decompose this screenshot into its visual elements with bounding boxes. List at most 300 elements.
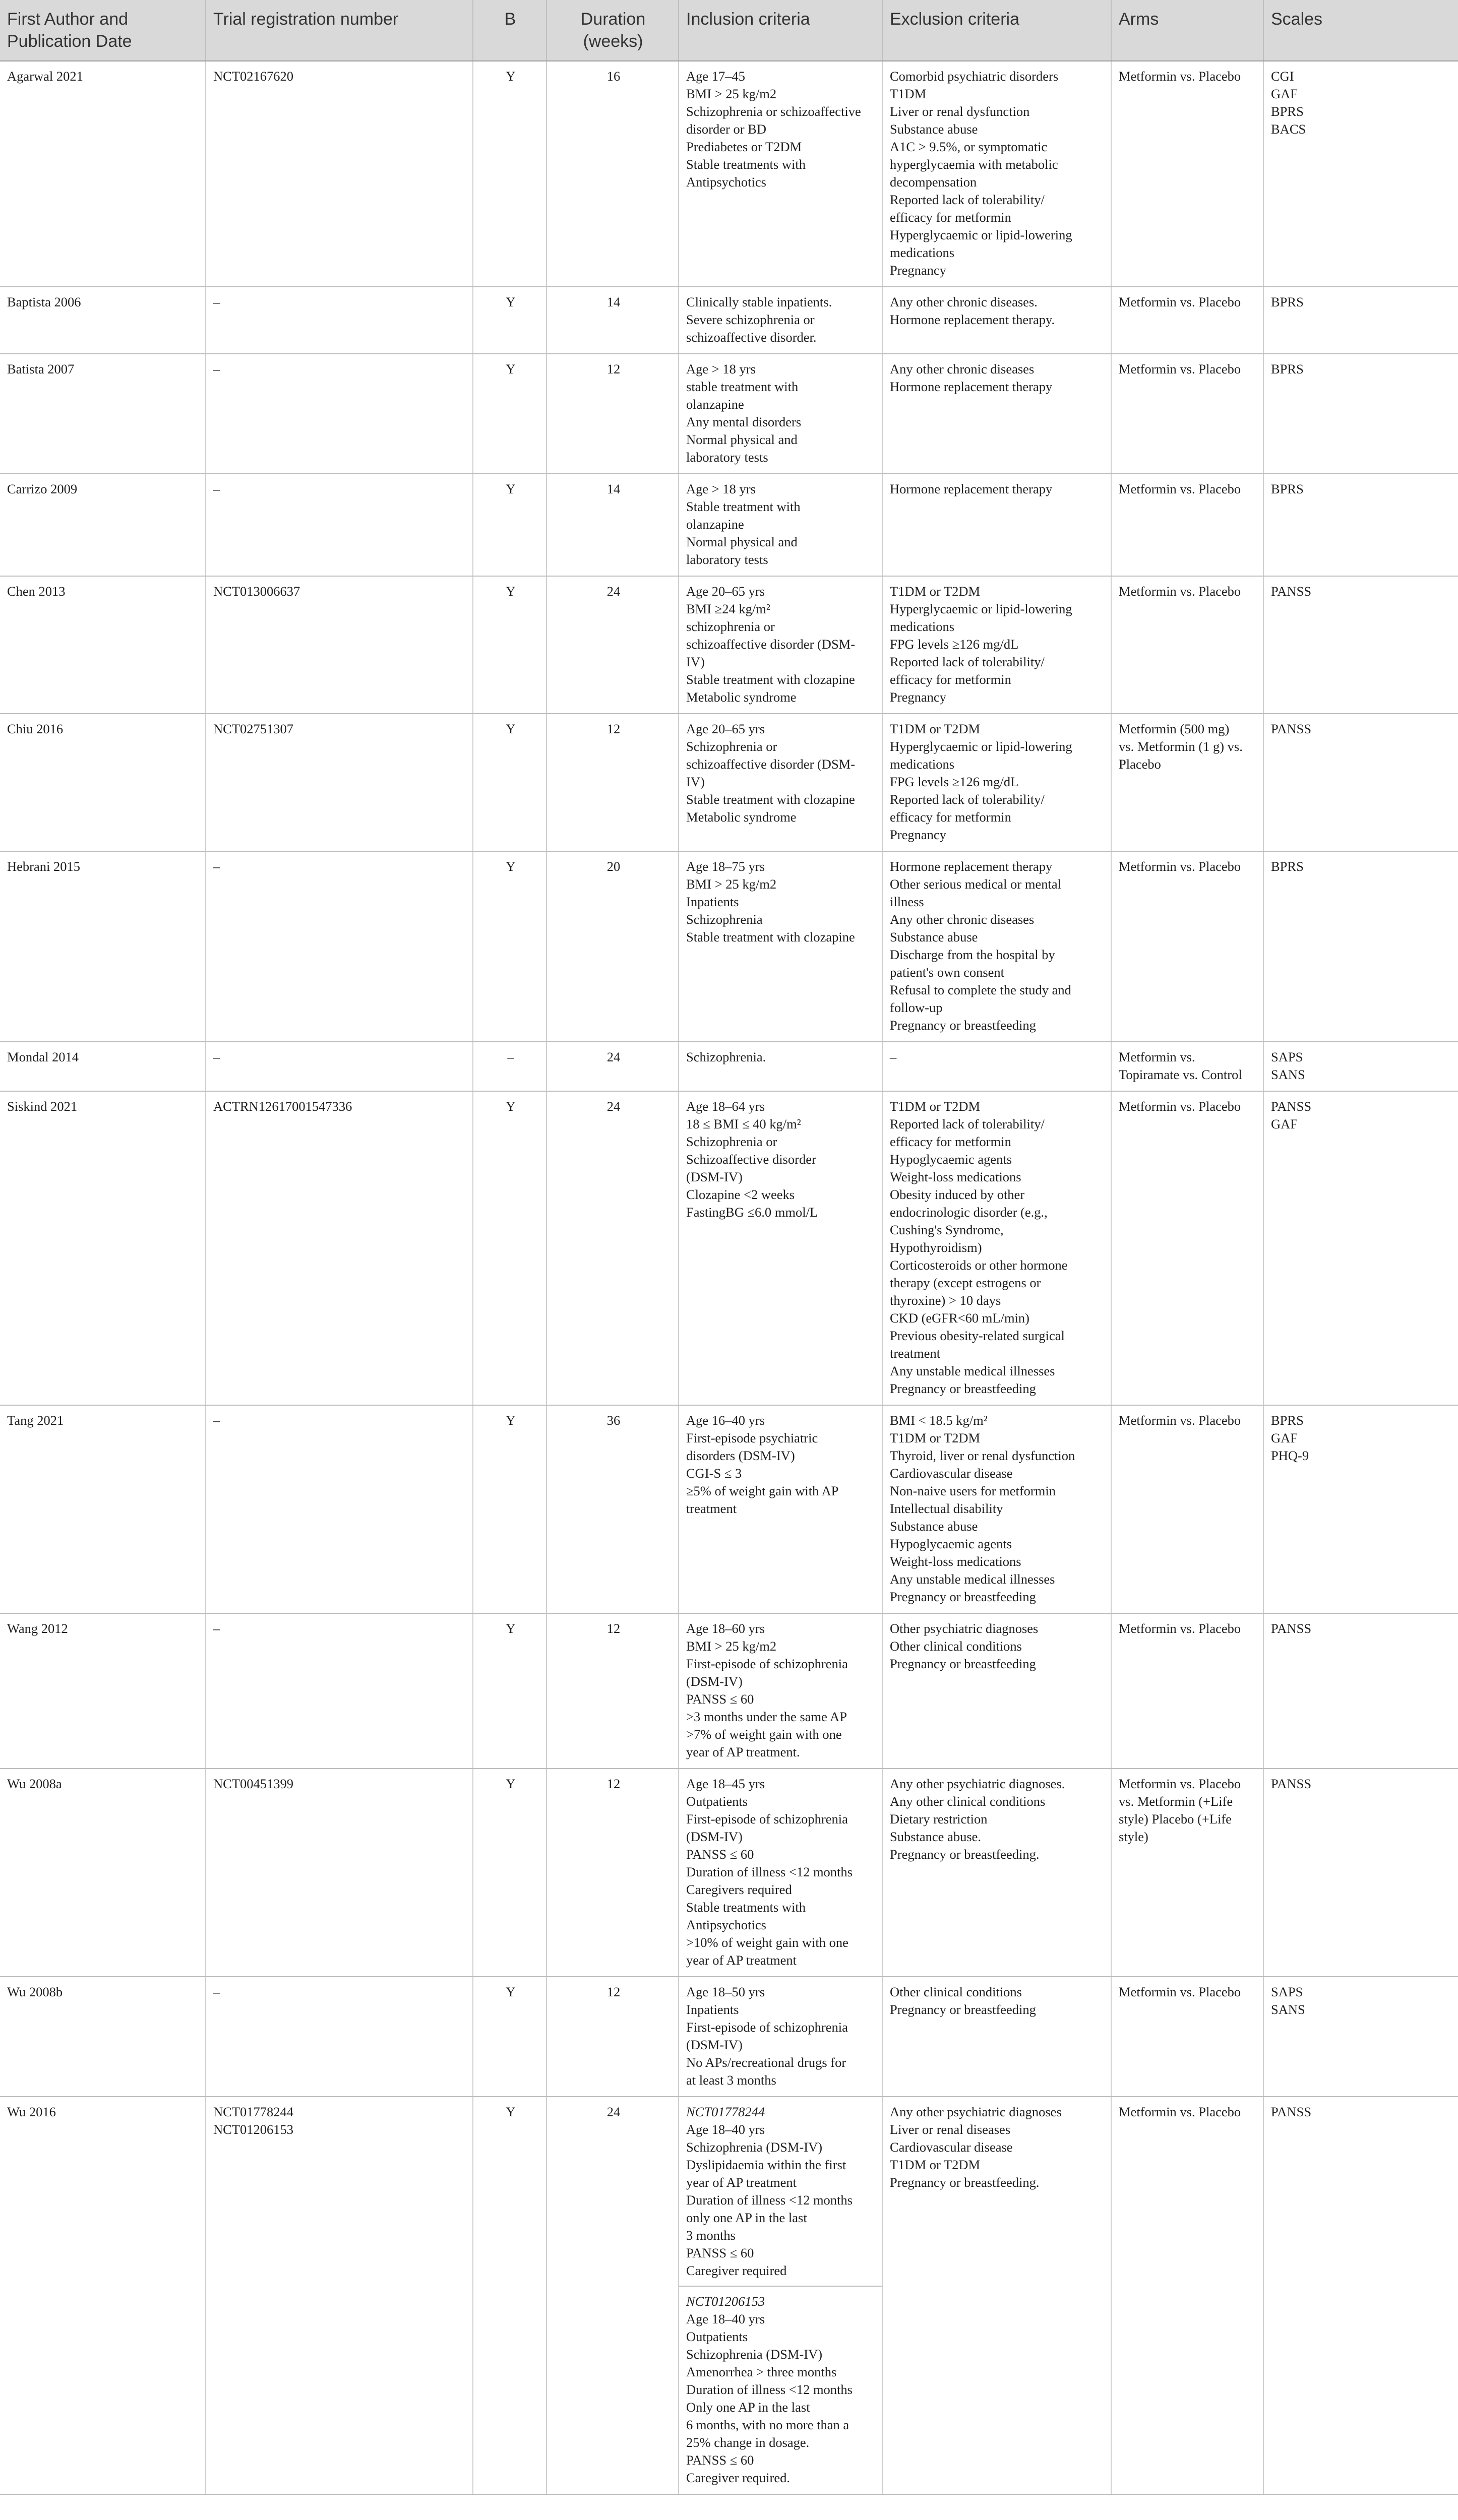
- cell-author: Tang 2021: [0, 1405, 206, 1613]
- cell-exclusion-line: FPG levels ≥126 mg/dL: [890, 637, 1019, 652]
- cell-inclusion-line: Schizophrenia or schizoaffective disorder or BD: [686, 104, 861, 137]
- cell-arms: [1111, 714, 1263, 851]
- cell-exclusion-line: Liver or renal dysfunction: [890, 104, 1030, 119]
- cell-trial-line: NCT00451399: [213, 1776, 293, 1791]
- cell-inclusion-line: Schizophrenia.: [686, 1049, 766, 1064]
- cell-arms: [1111, 2097, 1263, 2494]
- cell-exclusion-line: Any other chronic diseases.: [890, 294, 1038, 309]
- cell-arms: [1111, 1977, 1263, 2097]
- cell-trial: [206, 287, 473, 354]
- cell-trial: [206, 2097, 473, 2494]
- cell-inclusion-line: Clinically stable inpatients.: [686, 294, 832, 309]
- cell-exclusion-line: Pregnancy or breastfeeding: [890, 1656, 1036, 1671]
- cell-inclusion-line: Schizophrenia: [686, 912, 763, 927]
- cell-scales: [1263, 714, 1458, 851]
- cell-inclusion-line: Stable treatment with clozapine: [686, 792, 855, 807]
- cell-inclusion: [679, 1405, 882, 1613]
- cell-arms-line: Metformin vs.: [1119, 1049, 1195, 1064]
- cell-arms: [1111, 354, 1263, 474]
- cell-exclusion-line: A1C > 9.5%, or symptomatic: [890, 139, 1048, 154]
- cell-exclusion-line: Cardiovascular disease: [890, 1466, 1013, 1481]
- cell-scales-line: PANSS: [1271, 2104, 1312, 2119]
- cell-inclusion-line: IV): [686, 654, 705, 669]
- cell-exclusion-line: Weight-loss medications: [890, 1169, 1021, 1184]
- cell-exclusion-line: medications: [890, 757, 955, 772]
- cell-exclusion-line: Pregnancy or breastfeeding: [890, 1589, 1036, 1604]
- cell-exclusion: [882, 61, 1111, 287]
- cell-inclusion-line: at least 3 months: [686, 2072, 776, 2088]
- cell-inclusion-line: Age 18–64 yrs: [686, 1099, 765, 1114]
- cell-inclusion-line: PANSS ≤ 60: [686, 1847, 754, 1862]
- cell-author: Chiu 2016: [0, 714, 206, 851]
- cell-arms: [1111, 1613, 1263, 1769]
- cell-exclusion-line: Liver or renal diseases: [890, 2122, 1011, 2137]
- cell-inclusion-line: First-episode of schizophrenia: [686, 1656, 848, 1671]
- cell-inclusion: [679, 714, 882, 851]
- cell-inclusion-line: IV): [686, 774, 705, 789]
- cell-exclusion-line: Discharge from the hospital by: [890, 947, 1055, 962]
- cell-inclusion-line: Age > 18 yrs: [686, 481, 756, 496]
- cell-inclusion-line: 25% change in dosage.: [686, 2435, 810, 2450]
- cell-inclusion-line: >10% of weight gain with one: [686, 1935, 848, 1950]
- cell-inclusion-line: Outpatients: [686, 2329, 748, 2344]
- cell-trial-line: –: [213, 481, 220, 496]
- cell-scales-line: BPRS: [1271, 1413, 1304, 1428]
- cell-trial-line: NCT01206153: [213, 2122, 293, 2137]
- cell-blind: Y: [473, 1613, 546, 1769]
- cell-inclusion-line: (DSM-IV): [686, 1829, 743, 1844]
- cell-duration: 12: [546, 714, 679, 851]
- inclusion-group: [686, 583, 877, 706]
- cell-inclusion-line: Schizophrenia (DSM-IV): [686, 2347, 823, 2362]
- header-duration: Duration (weeks): [546, 0, 679, 61]
- cell-trial-line: –: [213, 294, 220, 309]
- inclusion-group: [686, 1048, 877, 1066]
- cell-trial: [206, 61, 473, 287]
- cell-arms-line: Metformin vs. Placebo: [1119, 2104, 1241, 2119]
- cell-scales: [1263, 1091, 1458, 1405]
- cell-scales: [1263, 1977, 1458, 2097]
- cell-arms: [1111, 851, 1263, 1042]
- cell-inclusion-line: Age 18–45 yrs: [686, 1776, 765, 1791]
- cell-scales-line: BACS: [1271, 121, 1306, 137]
- cell-inclusion-line: year of AP treatment.: [686, 1744, 800, 1759]
- cell-arms: [1111, 1769, 1263, 1977]
- cell-inclusion: [679, 851, 882, 1042]
- cell-scales-line: PANSS: [1271, 584, 1312, 599]
- cell-duration: 24: [546, 2097, 679, 2494]
- cell-scales: [1263, 576, 1458, 714]
- cell-inclusion-line: Age 18–60 yrs: [686, 1621, 765, 1636]
- cell-exclusion-line: Obesity induced by other: [890, 1187, 1025, 1202]
- cell-scales: [1263, 1613, 1458, 1769]
- cell-inclusion-line: Only one AP in the last: [686, 2400, 810, 2415]
- table-row: [0, 2097, 1458, 2494]
- cell-exclusion-line: Hormone replacement therapy: [890, 859, 1053, 874]
- cell-arms-line: style): [1119, 1829, 1148, 1844]
- cell-exclusion-line: Refusal to complete the study and: [890, 982, 1071, 997]
- cell-inclusion-line: year of AP treatment: [686, 2175, 797, 2190]
- cell-scales: [1263, 354, 1458, 474]
- cell-exclusion-line: Hormone replacement therapy: [890, 481, 1053, 496]
- cell-inclusion-line: Metabolic syndrome: [686, 809, 797, 825]
- cell-exclusion-line: Pregnancy: [890, 263, 946, 278]
- cell-inclusion-line: First-episode psychiatric: [686, 1430, 818, 1445]
- cell-inclusion-line: laboratory tests: [686, 450, 768, 465]
- cell-inclusion-line: Age 20–65 yrs: [686, 584, 765, 599]
- cell-arms-line: Metformin vs. Placebo: [1119, 859, 1241, 874]
- cell-scales-line: PANSS: [1271, 1776, 1312, 1791]
- cell-inclusion-line: Age 18–40 yrs: [686, 2311, 765, 2326]
- cell-duration: 36: [546, 1405, 679, 1613]
- cell-exclusion-line: Pregnancy or breastfeeding.: [890, 2175, 1040, 2190]
- cell-inclusion-line: ≥5% of weight gain with AP: [686, 1483, 839, 1498]
- cell-trial: [206, 576, 473, 714]
- cell-inclusion-line: Antipsychotics: [686, 174, 766, 190]
- cell-arms-line: Metformin vs. Placebo: [1119, 69, 1241, 84]
- cell-inclusion-line: Schizoaffective disorder: [686, 1152, 816, 1167]
- cell-exclusion-line: Substance abuse: [890, 1519, 978, 1534]
- cell-inclusion-line: schizoaffective disorder (DSM-: [686, 757, 856, 772]
- cell-exclusion: [882, 1977, 1111, 2097]
- cell-inclusion-line: treatment: [686, 1501, 737, 1516]
- cell-arms-line: style) Placebo (+Life: [1119, 1811, 1232, 1826]
- cell-author: Wang 2012: [0, 1613, 206, 1769]
- inclusion-group: [686, 1098, 877, 1221]
- cell-scales-line: BPRS: [1271, 481, 1304, 496]
- cell-inclusion-line: Age 16–40 yrs: [686, 1413, 765, 1428]
- cell-blind: –: [473, 1042, 546, 1091]
- header-row: [0, 0, 1458, 61]
- table-row: [0, 1977, 1458, 2097]
- cell-exclusion-line: Corticosteroids or other hormone: [890, 1257, 1068, 1273]
- cell-exclusion-line: endocrinologic disorder (e.g.,: [890, 1205, 1048, 1220]
- cell-inclusion: [679, 1613, 882, 1769]
- table-row: [0, 474, 1458, 576]
- cell-duration: 14: [546, 474, 679, 576]
- cell-blind: Y: [473, 354, 546, 474]
- inclusion-group: [686, 2103, 877, 2280]
- cell-exclusion-line: Hypoglycaemic agents: [890, 1152, 1012, 1167]
- header-arms: Arms: [1111, 0, 1263, 61]
- cell-inclusion-line: 18 ≤ BMI ≤ 40 kg/m²: [686, 1116, 801, 1131]
- cell-exclusion-line: Any other psychiatric diagnoses.: [890, 1776, 1065, 1791]
- cell-duration: 12: [546, 354, 679, 474]
- cell-inclusion-line: CGI-S ≤ 3: [686, 1466, 742, 1481]
- cell-exclusion-line: Reported lack of tolerability/: [890, 192, 1045, 207]
- cell-blind: Y: [473, 1769, 546, 1977]
- cell-trial-line: –: [213, 361, 220, 376]
- header-blind: B: [473, 0, 546, 61]
- cell-arms: [1111, 1405, 1263, 1613]
- cell-exclusion-line: Pregnancy or breastfeeding.: [890, 1847, 1040, 1862]
- cell-inclusion-line: Age 18–50 yrs: [686, 1984, 765, 1999]
- cell-inclusion-line: Clozapine <2 weeks: [686, 1187, 795, 1202]
- cell-scales-line: BPRS: [1271, 294, 1304, 309]
- cell-trial: [206, 354, 473, 474]
- cell-exclusion-line: Pregnancy: [890, 827, 946, 842]
- cell-inclusion-line: FastingBG ≤6.0 mmol/L: [686, 1205, 818, 1220]
- cell-inclusion-line: Normal physical and: [686, 432, 798, 447]
- cell-trial: [206, 1769, 473, 1977]
- cell-exclusion-line: Non-naive users for metformin: [890, 1483, 1056, 1498]
- cell-inclusion-line: Caregivers required: [686, 1882, 792, 1897]
- inclusion-group: [686, 1983, 877, 2089]
- cell-scales-line: GAF: [1271, 1116, 1298, 1131]
- cell-inclusion-line: Caregiver required: [686, 2263, 787, 2278]
- cell-inclusion-line: PANSS ≤ 60: [686, 2245, 754, 2260]
- cell-exclusion-line: Other psychiatric diagnoses: [890, 1621, 1039, 1636]
- cell-trial-line: –: [213, 1049, 220, 1064]
- table-row: [0, 1042, 1458, 1091]
- cell-trial: [206, 714, 473, 851]
- cell-exclusion: [882, 287, 1111, 354]
- cell-inclusion-line: Age 18–75 yrs: [686, 859, 765, 874]
- cell-scales-line: PANSS: [1271, 1621, 1312, 1636]
- cell-trial-line: –: [213, 1413, 220, 1428]
- cell-inclusion-line: (DSM-IV): [686, 2037, 743, 2052]
- cell-trial: [206, 1405, 473, 1613]
- cell-exclusion-line: Any other chronic diseases: [890, 361, 1035, 376]
- cell-arms-line: Metformin vs. Placebo: [1119, 1413, 1241, 1428]
- cell-exclusion-line: BMI < 18.5 kg/m²: [890, 1413, 988, 1428]
- cell-exclusion-line: patient's own consent: [890, 965, 1005, 980]
- cell-exclusion-line: Hormone replacement therapy: [890, 379, 1053, 394]
- cell-inclusion-line: BMI ≥24 kg/m²: [686, 601, 770, 616]
- table-row: [0, 1613, 1458, 1769]
- cell-arms-line: Placebo: [1119, 757, 1161, 772]
- cell-duration: 20: [546, 851, 679, 1042]
- table-row: [0, 1769, 1458, 1977]
- cell-trial-line: –: [213, 1621, 220, 1636]
- cell-trial-line: ACTRN12617001547336: [213, 1099, 352, 1114]
- cell-inclusion-line: Metabolic syndrome: [686, 689, 797, 705]
- cell-exclusion-line: Reported lack of tolerability/: [890, 654, 1045, 669]
- cell-inclusion-line: Severe schizophrenia or: [686, 312, 815, 327]
- cell-inclusion: [679, 1042, 882, 1091]
- cell-exclusion-line: Any other clinical conditions: [890, 1794, 1046, 1809]
- cell-inclusion-line: Caregiver required.: [686, 2470, 791, 2485]
- cell-duration: 24: [546, 1042, 679, 1091]
- cell-trial-line: NCT02167620: [213, 69, 293, 84]
- cell-inclusion-line: Any mental disorders: [686, 414, 802, 429]
- cell-exclusion-line: –: [890, 1049, 897, 1064]
- cell-exclusion-line: T1DM or T2DM: [890, 721, 981, 736]
- cell-blind: Y: [473, 1977, 546, 2097]
- cell-exclusion: [882, 354, 1111, 474]
- cell-arms: [1111, 287, 1263, 354]
- cell-exclusion-line: Reported lack of tolerability/: [890, 792, 1045, 807]
- cell-exclusion-line: CKD (eGFR<60 mL/min): [890, 1310, 1029, 1326]
- cell-inclusion-line: PANSS ≤ 60: [686, 1691, 754, 1707]
- cell-exclusion: [882, 1091, 1111, 1405]
- cell-exclusion-line: T1DM or T2DM: [890, 584, 981, 599]
- cell-author: Wu 2008b: [0, 1977, 206, 2097]
- cell-scales-line: PANSS: [1271, 1099, 1312, 1114]
- cell-author: Wu 2008a: [0, 1769, 206, 1977]
- cell-trial: [206, 1977, 473, 2097]
- table-row: [0, 354, 1458, 474]
- cell-scales: [1263, 851, 1458, 1042]
- cell-inclusion-line: schizoaffective disorder (DSM-: [686, 637, 856, 652]
- cell-exclusion-line: efficacy for metformin: [890, 809, 1011, 825]
- cell-exclusion-line: Pregnancy or breastfeeding: [890, 2002, 1036, 2017]
- header-inclusion: Inclusion criteria: [679, 0, 882, 61]
- table-row: [0, 287, 1458, 354]
- cell-inclusion-line: BMI > 25 kg/m2: [686, 86, 777, 101]
- cell-exclusion-line: hyperglycaemia with metabolic: [890, 157, 1058, 172]
- cell-exclusion-line: Cushing's Syndrome,: [890, 1222, 1004, 1237]
- cell-inclusion-line: Age > 18 yrs: [686, 361, 756, 376]
- cell-inclusion-line: BMI > 25 kg/m2: [686, 876, 777, 892]
- cell-inclusion-line: >3 months under the same AP: [686, 1709, 847, 1724]
- cell-trial-line: –: [213, 859, 220, 874]
- cell-exclusion: [882, 1405, 1111, 1613]
- cell-exclusion-line: Any other psychiatric diagnoses: [890, 2104, 1062, 2119]
- cell-exclusion-line: follow-up: [890, 1000, 943, 1015]
- cell-inclusion-line: Age 18–40 yrs: [686, 2122, 765, 2137]
- cell-exclusion-line: efficacy for metformin: [890, 210, 1011, 225]
- cell-arms-line: Metformin vs. Placebo: [1119, 584, 1241, 599]
- cell-inclusion-line: Schizophrenia (DSM-IV): [686, 2139, 823, 2155]
- cell-blind: Y: [473, 1405, 546, 1613]
- inclusion-group-title: NCT01206153: [686, 2294, 765, 2309]
- cell-arms-line: Metformin vs. Placebo: [1119, 361, 1241, 376]
- cell-exclusion-line: Thyroid, liver or renal dysfunction: [890, 1448, 1075, 1463]
- cell-inclusion-line: Stable treatment with clozapine: [686, 672, 855, 687]
- table-row: [0, 1091, 1458, 1405]
- cell-blind: Y: [473, 287, 546, 354]
- cell-arms-line: Topiramate vs. Control: [1119, 1067, 1242, 1082]
- inclusion-group: [679, 2286, 882, 2487]
- cell-inclusion-line: schizoaffective disorder.: [686, 330, 817, 345]
- table-row: [0, 61, 1458, 287]
- cell-trial: [206, 1613, 473, 1769]
- table-row: [0, 851, 1458, 1042]
- cell-arms-line: Metformin vs. Placebo: [1119, 481, 1241, 496]
- cell-arms-line: vs. Metformin (1 g) vs.: [1119, 739, 1243, 754]
- cell-blind: Y: [473, 714, 546, 851]
- cell-exclusion-line: Other clinical conditions: [890, 1984, 1022, 1999]
- cell-exclusion-line: decompensation: [890, 174, 977, 190]
- cell-inclusion-line: Stable treatment with clozapine: [686, 929, 855, 944]
- cell-inclusion-line: Outpatients: [686, 1794, 748, 1809]
- cell-inclusion-line: >7% of weight gain with one: [686, 1727, 842, 1742]
- cell-arms: [1111, 61, 1263, 287]
- cell-trial-line: NCT01778244: [213, 2104, 293, 2119]
- cell-inclusion-line: PANSS ≤ 60: [686, 2452, 754, 2468]
- cell-exclusion-line: Pregnancy or breastfeeding: [890, 1018, 1036, 1033]
- cell-author: Agarwal 2021: [0, 61, 206, 287]
- cell-exclusion-line: Substance abuse: [890, 121, 978, 137]
- cell-trial: [206, 1091, 473, 1405]
- cell-arms-line: Metformin vs. Placebo: [1119, 294, 1241, 309]
- cell-inclusion-line: Schizophrenia or: [686, 1134, 777, 1149]
- cell-scales: [1263, 61, 1458, 287]
- table-row: [0, 714, 1458, 851]
- cell-arms-line: Metformin vs. Placebo: [1119, 1776, 1241, 1791]
- cell-inclusion-line: Normal physical and: [686, 534, 798, 549]
- cell-scales: [1263, 474, 1458, 576]
- cell-arms-line: vs. Metformin (+Life: [1119, 1794, 1233, 1809]
- cell-exclusion-line: Dietary restriction: [890, 1811, 988, 1826]
- cell-arms: [1111, 1042, 1263, 1091]
- cell-inclusion-line: Dyslipidaemia within the first: [686, 2157, 846, 2172]
- cell-author: Siskind 2021: [0, 1091, 206, 1405]
- cell-inclusion-line: Inpatients: [686, 894, 739, 909]
- cell-exclusion-line: Hypoglycaemic agents: [890, 1536, 1012, 1551]
- cell-inclusion-line: Age 17–45: [686, 69, 746, 84]
- table-body: [0, 61, 1458, 2494]
- cell-exclusion-line: T1DM or T2DM: [890, 1099, 981, 1114]
- cell-blind: Y: [473, 576, 546, 714]
- cell-exclusion-line: FPG levels ≥126 mg/dL: [890, 774, 1019, 789]
- cell-inclusion-line: Schizophrenia or: [686, 739, 777, 754]
- cell-exclusion-line: efficacy for metformin: [890, 672, 1011, 687]
- cell-inclusion-line: First-episode of schizophrenia: [686, 1811, 848, 1826]
- cell-exclusion-line: Intellectual disability: [890, 1501, 1003, 1516]
- inclusion-group: [686, 360, 877, 466]
- cell-arms-line: Metformin vs. Placebo: [1119, 1621, 1241, 1636]
- cell-exclusion-line: efficacy for metformin: [890, 1134, 1011, 1149]
- cell-arms-line: Metformin vs. Placebo: [1119, 1099, 1241, 1114]
- cell-exclusion: [882, 1613, 1111, 1769]
- cell-author: Wu 2016: [0, 2097, 206, 2494]
- cell-inclusion-line: Inpatients: [686, 2002, 739, 2017]
- cell-inclusion-line: stable treatment with: [686, 379, 799, 394]
- cell-exclusion-line: Substance abuse.: [890, 1829, 982, 1844]
- inclusion-group: [686, 1412, 877, 1518]
- cell-author: Chen 2013: [0, 576, 206, 714]
- cell-inclusion: [679, 61, 882, 287]
- cell-exclusion-line: Hyperglycaemic or lipid-lowering: [890, 601, 1072, 616]
- cell-duration: 24: [546, 576, 679, 714]
- cell-exclusion: [882, 474, 1111, 576]
- cell-inclusion-line: Antipsychotics: [686, 1917, 766, 1932]
- cell-exclusion-line: treatment: [890, 1346, 941, 1361]
- cell-exclusion: [882, 576, 1111, 714]
- cell-exclusion-line: Reported lack of tolerability/: [890, 1116, 1045, 1131]
- cell-exclusion-line: illness: [890, 894, 924, 909]
- cell-inclusion-line: laboratory tests: [686, 552, 768, 567]
- table-row: [0, 1405, 1458, 1613]
- cell-exclusion-line: Any other chronic diseases: [890, 912, 1035, 927]
- cell-blind: Y: [473, 61, 546, 287]
- cell-inclusion-line: Stable treatments with: [686, 157, 806, 172]
- cell-author: Carrizo 2009: [0, 474, 206, 576]
- cell-duration: 12: [546, 1769, 679, 1977]
- cell-scales-line: BPRS: [1271, 104, 1304, 119]
- cell-exclusion-line: Other clinical conditions: [890, 1639, 1022, 1654]
- cell-exclusion-line: Weight-loss medications: [890, 1554, 1021, 1569]
- cell-inclusion-line: year of AP treatment: [686, 1952, 797, 1968]
- header-author: First Author and Publication Date: [0, 0, 206, 61]
- cell-scales: [1263, 1769, 1458, 1977]
- cell-exclusion-line: T1DM or T2DM: [890, 1430, 981, 1445]
- cell-inclusion-line: Duration of illness <12 months: [686, 2382, 853, 2397]
- cell-duration: 24: [546, 1091, 679, 1405]
- cell-exclusion-line: medications: [890, 619, 955, 634]
- cell-inclusion: [679, 1977, 882, 2097]
- cell-duration: 12: [546, 1977, 679, 2097]
- cell-inclusion: [679, 1769, 882, 1977]
- cell-exclusion-line: Hormone replacement therapy.: [890, 312, 1055, 327]
- cell-exclusion-line: T1DM: [890, 86, 927, 101]
- cell-scales-line: GAF: [1271, 1430, 1298, 1445]
- cell-inclusion: [679, 354, 882, 474]
- cell-arms-line: Metformin (500 mg): [1119, 721, 1230, 736]
- cell-exclusion-line: Hypothyroidism): [890, 1240, 982, 1255]
